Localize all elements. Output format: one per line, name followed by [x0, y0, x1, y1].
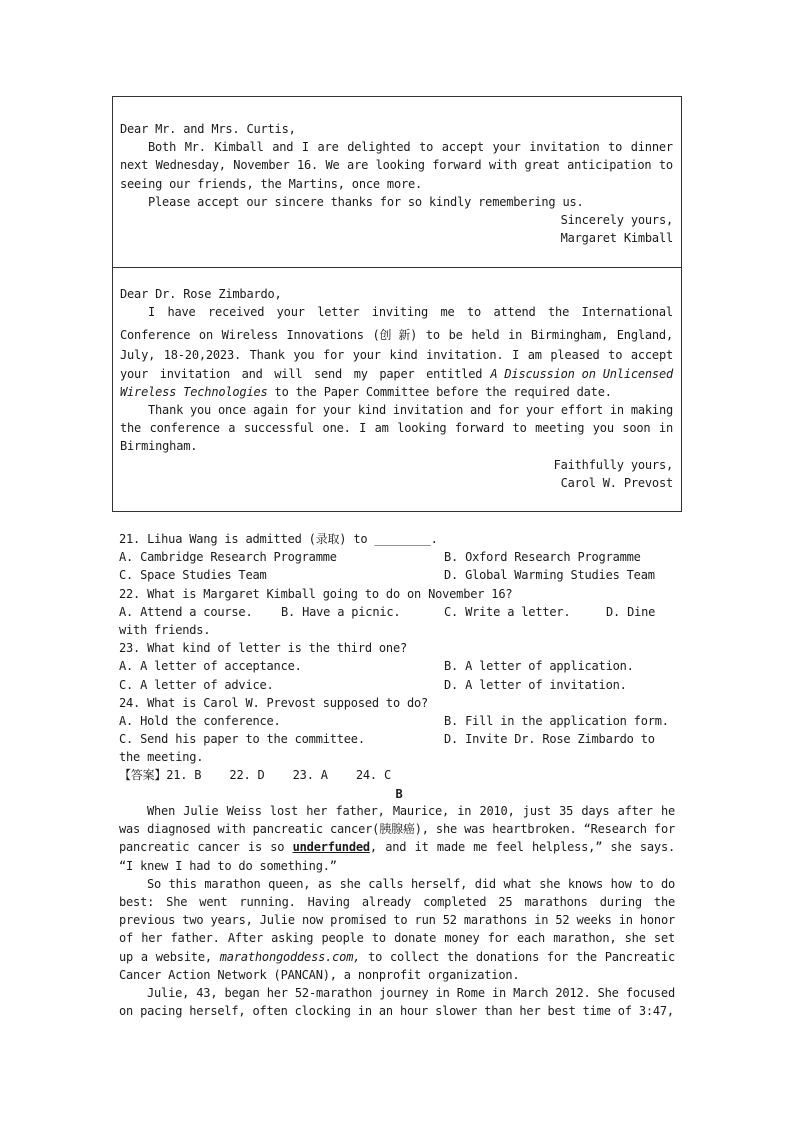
word: Both [148, 140, 177, 155]
word: are [317, 140, 339, 155]
q22-option-c: C. Write a letter. [444, 604, 571, 619]
letter2-line4 [120, 365, 673, 383]
answer-key: 【答案】21. B 22. D 23. A 24. C [119, 768, 391, 783]
paper-title-part1: A Discussion on Unlicensed [490, 366, 673, 381]
q24-options-ab [119, 712, 679, 730]
p1-text-after: , and it made me feel helpless,” she says. “I knew I had to do something.” [119, 840, 675, 873]
word: have [167, 305, 196, 320]
word: looking [397, 421, 447, 436]
word: my [353, 366, 368, 381]
word: am [374, 421, 389, 436]
word: your [525, 403, 554, 418]
q21-option-b: B. Oxford Research Programme [444, 550, 641, 565]
word: to [512, 421, 527, 436]
word: We [325, 158, 340, 173]
letter1-signature: Margaret Kimball [560, 231, 673, 246]
q23-option-c: C. A letter of advice. [119, 677, 274, 692]
letters-box [112, 96, 682, 512]
word: November [233, 158, 290, 173]
word: to [658, 158, 673, 173]
word: and [241, 366, 263, 381]
letter-carol-prevost [113, 268, 681, 511]
q21-options-cd [119, 566, 679, 584]
q23-option-b: B. A letter of application. [444, 659, 634, 674]
word: accept [441, 140, 484, 155]
word: your [276, 305, 305, 320]
word: your [492, 140, 521, 155]
word: forward [454, 421, 505, 436]
word: Wireless [221, 328, 278, 343]
q22-option-d: D. Dine [606, 604, 656, 619]
q23-option-d: D. A letter of invitation. [444, 677, 627, 692]
q21-option-c: C. Space Studies Team [119, 568, 267, 583]
word: next [120, 158, 149, 173]
word: I [148, 305, 156, 320]
word: in [609, 403, 624, 418]
word: and [469, 403, 492, 418]
letter2-line5-rest: to the Paper Committee before the required date. [267, 384, 612, 399]
word: received [208, 305, 265, 320]
word: Conference [120, 328, 191, 343]
word: you [293, 348, 315, 363]
letter1-line3: seeing our friends, the Martins, once more. [120, 176, 423, 191]
word: I [359, 421, 367, 436]
word: to [419, 140, 434, 155]
word: your [120, 366, 149, 381]
word: entitled [426, 366, 483, 381]
word: me [440, 305, 455, 320]
word: kind [389, 348, 418, 363]
word: looking [375, 158, 425, 173]
word: for [294, 403, 317, 418]
q24-options-cd [119, 730, 679, 748]
word: England, [616, 328, 673, 343]
q24-option-d: D. Invite Dr. Rose Zimbardo to [444, 732, 655, 747]
word: on [198, 328, 213, 343]
section-b-heading: B [395, 786, 403, 801]
word: held [471, 328, 500, 343]
word: delighted [347, 140, 411, 155]
letter2-closing: Faithfully yours, [553, 457, 673, 472]
letter2-line2 [120, 324, 673, 346]
word: to [608, 348, 623, 363]
word: meeting [535, 421, 585, 436]
word: once [217, 403, 247, 418]
passage-paragraph-1 [119, 802, 675, 875]
passage-paragraph-2 [119, 875, 675, 984]
letter1-closing: Sincerely yours, [560, 213, 673, 228]
word: the [548, 305, 570, 320]
word: I [301, 140, 309, 155]
word: 18-20,2023. [163, 348, 242, 363]
word: making [630, 403, 673, 418]
word: paper [379, 366, 415, 381]
word: conference [149, 421, 220, 436]
question-23: 23. What kind of letter is the third one? [119, 641, 408, 656]
q22-options [119, 603, 679, 621]
letter1-line4: Please accept our sincere thanks for so kindly remembering us. [148, 194, 584, 209]
word: International [581, 305, 673, 320]
q24-option-d-continued: the meeting. [119, 750, 204, 765]
website-name: marathongoddess.com, [219, 949, 361, 964]
letter2-signature: Carol W. Prevost [560, 475, 673, 490]
word: invitation [392, 403, 464, 418]
word: for [323, 348, 345, 363]
q23-option-a: A. A letter of acceptance. [119, 659, 302, 674]
word: Wednesday, [155, 158, 226, 173]
word: your [322, 403, 351, 418]
word: you [592, 421, 614, 436]
p1-text-before: When Julie Weiss lost her father, Maurice, in 2010, just 35 days after he was diagnosed with pancreatic cancer(胰腺癌), she was heartbroken. “Research for pancreatic cancer is so [119, 804, 675, 855]
letter1-line2 [120, 156, 673, 174]
word: again [252, 403, 289, 418]
questions-block [119, 530, 679, 803]
word: forward [432, 158, 482, 173]
word: am [527, 348, 542, 363]
q21-options-ab [119, 548, 679, 566]
word: invitation [159, 366, 230, 381]
letter2-line6 [120, 401, 673, 419]
q23-options-cd [119, 676, 679, 694]
word: I [512, 348, 520, 363]
question-22: 22. What is Margaret Kimball going to do on November 16? [119, 586, 513, 601]
p2-text-after: to collect the donations for the Pancreatic Cancer Action Network (PANCAN), a nonprofit organization. [119, 949, 675, 982]
word: Thank [148, 403, 184, 418]
word: inviting [371, 305, 428, 320]
letter2-salutation: Dear Dr. Rose Zimbardo, [120, 287, 282, 301]
letter2-line7 [120, 419, 673, 437]
word: kind [357, 403, 386, 418]
q22-option-b: B. Have a picnic. [281, 604, 401, 619]
word: 16. [296, 158, 319, 173]
word: and [272, 140, 294, 155]
q21-option-a: A. Cambridge Research Programme [119, 550, 337, 565]
letter2-line5 [120, 383, 673, 401]
q22-option-d-continued: with friends. [119, 622, 211, 637]
word: accept [630, 348, 673, 363]
word: Mr. [184, 140, 206, 155]
word: July, [120, 348, 156, 363]
question-24: 24. What is Carol W. Prevost supposed to do? [119, 695, 429, 710]
word: in [658, 421, 673, 436]
passage-paragraph-3: Julie, 43, began her 52-marathon journey in Rome in March 2012. She focused on pacing herself, often clocking in an hour slower than her best time of 3:47, [119, 986, 675, 1019]
word: to [608, 140, 623, 155]
underlined-word: underfunded [292, 840, 370, 855]
question-21: 21. Lihua Wang is admitted (录取) to ________. [119, 532, 438, 546]
word: effort [560, 403, 604, 418]
word: Thank [249, 348, 285, 363]
word: for [497, 403, 520, 418]
paper-title-part2: Wireless Technologies [120, 384, 268, 399]
word: letter [317, 305, 360, 320]
word: the [120, 421, 142, 436]
word: pleased [550, 348, 600, 363]
letter1-line1 [120, 138, 673, 156]
word: with [488, 158, 518, 173]
q21-option-d: D. Global Warming Studies Team [444, 568, 655, 583]
q23-options-ab [119, 657, 679, 675]
word: Birmingham, [530, 328, 609, 343]
word: a [228, 421, 236, 436]
word: send [313, 366, 343, 381]
word: your [352, 348, 381, 363]
word: great [524, 158, 560, 173]
passage-b [119, 802, 675, 1020]
word: you [190, 403, 212, 418]
word: invitation. [426, 348, 504, 363]
word: anticipation [567, 158, 652, 173]
word: will [274, 366, 303, 381]
word: to [466, 305, 481, 320]
word: to [425, 328, 440, 343]
letter1-salutation: Dear Mr. and Mrs. Curtis, [120, 122, 296, 136]
p2-text-before: So this marathon queen, as she calls herself, did what she knows how to do best: She went running. Having already completed 25 marathons during the previous two years, Julie now promised to run 52 marathons in 52 weeks in honor of her father. After asking people to donate money for each marathon, she set up a website, [119, 876, 675, 964]
word: dinner [630, 140, 673, 155]
word: successful [243, 421, 315, 436]
word: invitation [529, 140, 600, 155]
word: Innovations [286, 328, 364, 343]
word: one. [322, 421, 351, 436]
letter2-line3 [120, 346, 673, 364]
q22-option-a: A. Attend a course. [119, 604, 253, 619]
q24-option-a: A. Hold the conference. [119, 713, 281, 728]
word: attend [493, 305, 536, 320]
word: (创 新) [372, 328, 418, 343]
word: in [508, 328, 523, 343]
letter2-line8: Birmingham. [120, 439, 198, 454]
letter2-line4-words [120, 365, 482, 383]
word: be [448, 328, 463, 343]
word: soon [622, 421, 651, 436]
q24-option-c: C. Send his paper to the committee. [119, 732, 365, 747]
word: are [347, 158, 369, 173]
word: Kimball [214, 140, 264, 155]
q24-option-b: B. Fill in the application form. [444, 713, 669, 728]
letter2-line1 [120, 303, 673, 321]
letter-margaret-kimball [113, 97, 681, 268]
